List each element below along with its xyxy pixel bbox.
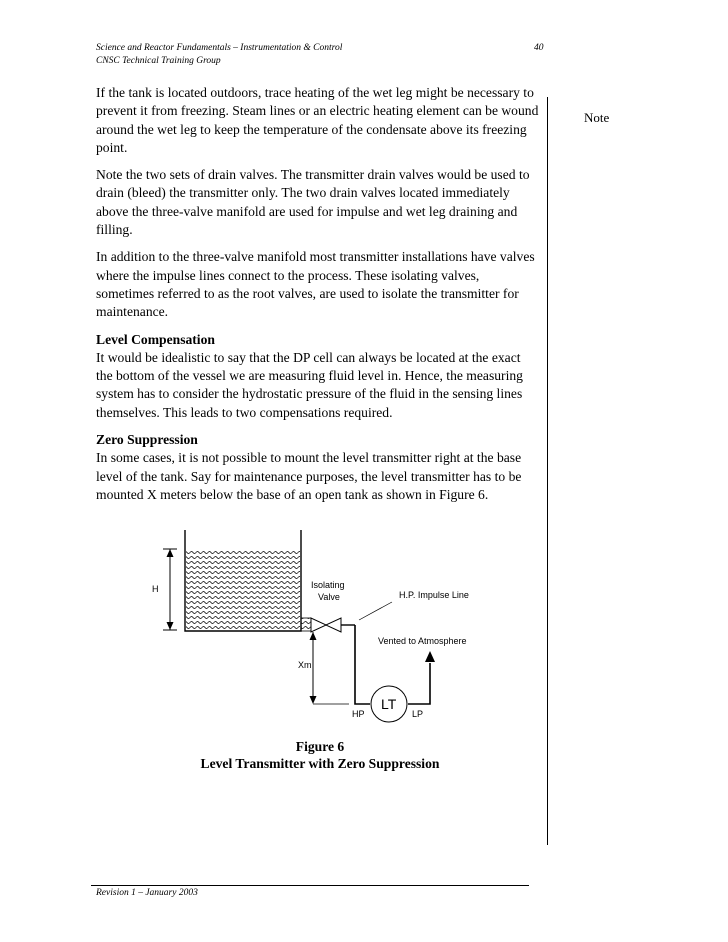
caption-figure-title: Level Transmitter with Zero Suppression (200, 756, 440, 771)
label-vented: Vented to Atmosphere (378, 636, 467, 646)
figure-caption (130, 738, 510, 772)
paragraph-drain-valves: Note the two sets of drain valves. The transmitter drain valves would be used to drain (bleed) the transmitter only. The two drain valves located immediately above the three-valve manifold are used for impulse and wet leg draining and filling. (96, 167, 530, 238)
heading-zero-suppression: Zero Suppression (96, 432, 198, 448)
paragraph-zero-suppression: In some cases, it is not possible to mount the level transmitter right at the base level of the tank. Say for maintenance purposes, the level transmitter has to be mounted X meters below the base of an open tank as shown in Figure 6. (96, 450, 522, 502)
tank-outlet-pipe (301, 618, 311, 631)
note-label: Note (584, 110, 610, 125)
paragraph-level-compensation: It would be idealistic to say that the DP cell can always be located at the exact the bottom of the vessel we are measuring fluid level in. Hence, the measuring system has to consider the hydrostatic pressure of the fluid in the sensing lines themselves. This leads to two compensations required. (96, 349, 523, 420)
page-number: 40 (534, 43, 544, 53)
header-title: Science and Reactor Fundamentals – Instrumentation & Control (96, 43, 343, 53)
hp-impulse-line (355, 625, 370, 704)
body-text (96, 84, 540, 513)
label-lp: LP (412, 709, 424, 719)
label-h: H (152, 584, 159, 594)
label-hp: HP (352, 709, 365, 719)
footer-revision: Revision 1 – January 2003 (96, 888, 198, 898)
label-isolating-2: Valve (318, 592, 340, 602)
isolating-valve-icon (311, 618, 341, 632)
paragraph-trace-heating: If the tank is located outdoors, trace heating of the wet leg might be necessary to prevent it from freezing. Steam lines or an electric heating element can be wound around the wet leg to keep the temperature of the condensate above its freezing point. (96, 85, 539, 155)
label-isolating-1: Isolating (311, 580, 345, 590)
tank-liquid (186, 549, 300, 630)
margin-rule (547, 97, 548, 845)
hp-line-leader (359, 602, 392, 620)
header-subtitle: CNSC Technical Training Group (96, 56, 221, 66)
figure-zero-suppression-diagram (130, 520, 510, 730)
label-lt: LT (381, 696, 397, 712)
paragraph-root-valves: In addition to the three-valve manifold most transmitter installations have valves where the impulse lines connect to the process. These isolating valves, sometimes referred to as the root valves, are used to isolate the transmitter for maintenance. (96, 249, 535, 320)
vent-arrow (425, 651, 435, 662)
label-xm: Xm (298, 660, 312, 670)
caption-figure-number: Figure 6 (295, 739, 345, 754)
lp-vent-line (408, 663, 430, 704)
heading-level-compensation: Level Compensation (96, 331, 215, 347)
label-hp-impulse-line: H.P. Impulse Line (399, 590, 469, 600)
footer-rule (91, 885, 529, 886)
